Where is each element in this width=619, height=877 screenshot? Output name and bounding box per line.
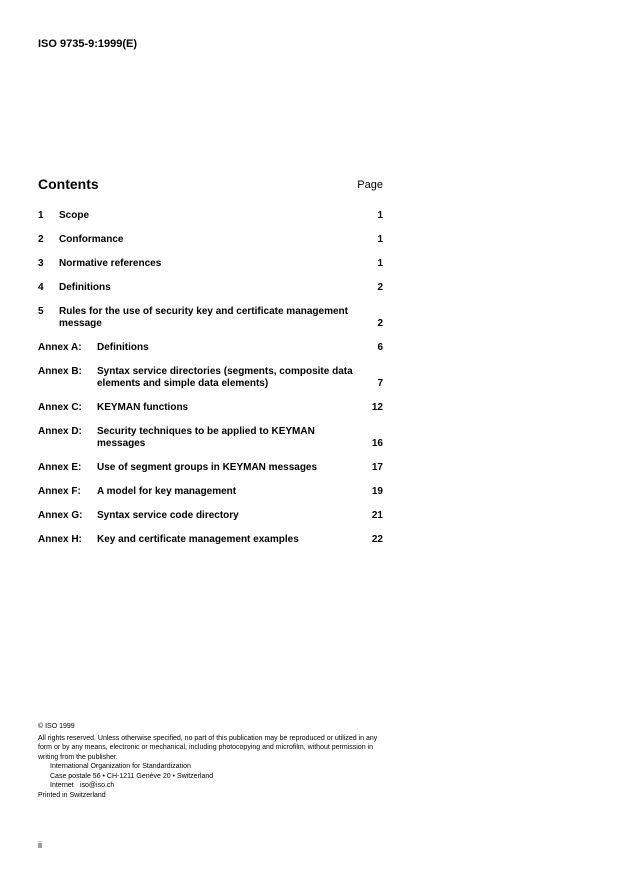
toc-entry-number: Annex G: [38,510,83,521]
toc-entry-number: Annex B: [38,366,82,377]
toc-entry-number: 5 [38,306,44,317]
page-column-label: Page [357,179,383,191]
toc-entry-title: Definitions [59,282,111,293]
toc-entry-title: Normative references [59,258,162,269]
page-number: ii [38,840,42,850]
toc-entry-page: 16 [371,438,383,449]
email-link[interactable]: iso@iso.ch [79,782,115,789]
toc-entry-title: Use of segment groups in KEYMAN messages [97,462,318,473]
document-id: ISO 9735-9:1999(E) [38,38,138,50]
toc-entry-number: Annex C: [38,402,82,413]
toc-entry-title: Syntax service directories (segments, composite data elements and simple data elements) [97,366,353,389]
toc-entry-page: 2 [377,282,383,293]
postal-address: Case postale 56 • CH-1211 Genève 20 • Switzerland [50,772,214,780]
toc-entry-page: 22 [371,534,383,545]
toc-entry-number: Annex A: [38,342,82,353]
toc-entry-title: A model for key management [97,486,237,497]
toc-entry-page: 21 [371,510,383,521]
toc-entry-page: 1 [377,258,383,269]
toc-entry-page: 19 [371,486,383,497]
toc-entry-page: 1 [377,210,383,221]
toc-entry-annex-b[interactable] [38,366,383,390]
toc-entry-title: KEYMAN functions [97,402,189,413]
toc-entry-page: 12 [371,402,383,413]
internet-label: Internet [50,782,74,789]
toc-entry-number: Annex E: [38,462,82,473]
printed-location: Printed in Switzerland [38,791,106,799]
toc-entry-title: Security techniques to be applied to KEYMAN messages [97,426,315,449]
rights-statement: All rights reserved. Unless otherwise specified, no part of this publication may be reproduced or utilized in any form or by any means, electronic or mechanical, including photocopying and microfilm, without permission in writing from the publisher. [38,734,378,761]
copyright-notice [38,722,384,800]
toc-entry-title: Scope [59,210,90,221]
toc-entry-scope[interactable] [38,210,383,222]
toc-entry-page: 17 [371,462,383,473]
toc-entry-normative-references[interactable] [38,258,383,270]
table-of-contents [38,210,383,558]
toc-entry-definitions[interactable] [38,282,383,294]
toc-entry-annex-g[interactable] [38,510,383,522]
toc-entry-title: Key and certificate management examples [97,534,299,545]
contents-heading: Contents [38,176,99,192]
toc-entry-conformance[interactable] [38,234,383,246]
copyright-line: © ISO 1999 [38,723,75,730]
toc-entry-annex-h[interactable] [38,534,383,546]
internet-contact [38,781,384,791]
toc-entry-annex-a[interactable] [38,342,383,354]
toc-entry-annex-e[interactable] [38,462,383,474]
toc-entry-page: 6 [377,342,383,353]
toc-entry-title: Conformance [59,234,124,245]
toc-entry-title: Definitions [97,342,149,353]
toc-entry-title: Syntax service code directory [97,510,239,521]
toc-entry-rules[interactable] [38,306,383,330]
toc-entry-annex-d[interactable] [38,426,383,450]
toc-entry-title: Rules for the use of security key and certificate management message [59,306,348,329]
toc-entry-number: 4 [38,282,44,293]
toc-entry-number: 3 [38,258,44,269]
toc-entry-number: Annex D: [38,426,82,437]
toc-entry-annex-c[interactable] [38,402,383,414]
toc-entry-annex-f[interactable] [38,486,383,498]
toc-entry-number: 1 [38,210,44,221]
toc-entry-page: 1 [377,234,383,245]
toc-entry-number: Annex H: [38,534,82,545]
toc-entry-page: 7 [377,378,383,389]
toc-entry-number: 2 [38,234,44,245]
toc-entry-page: 2 [377,318,383,329]
toc-entry-number: Annex F: [38,486,81,497]
organization-name: International Organization for Standardization [50,763,191,770]
